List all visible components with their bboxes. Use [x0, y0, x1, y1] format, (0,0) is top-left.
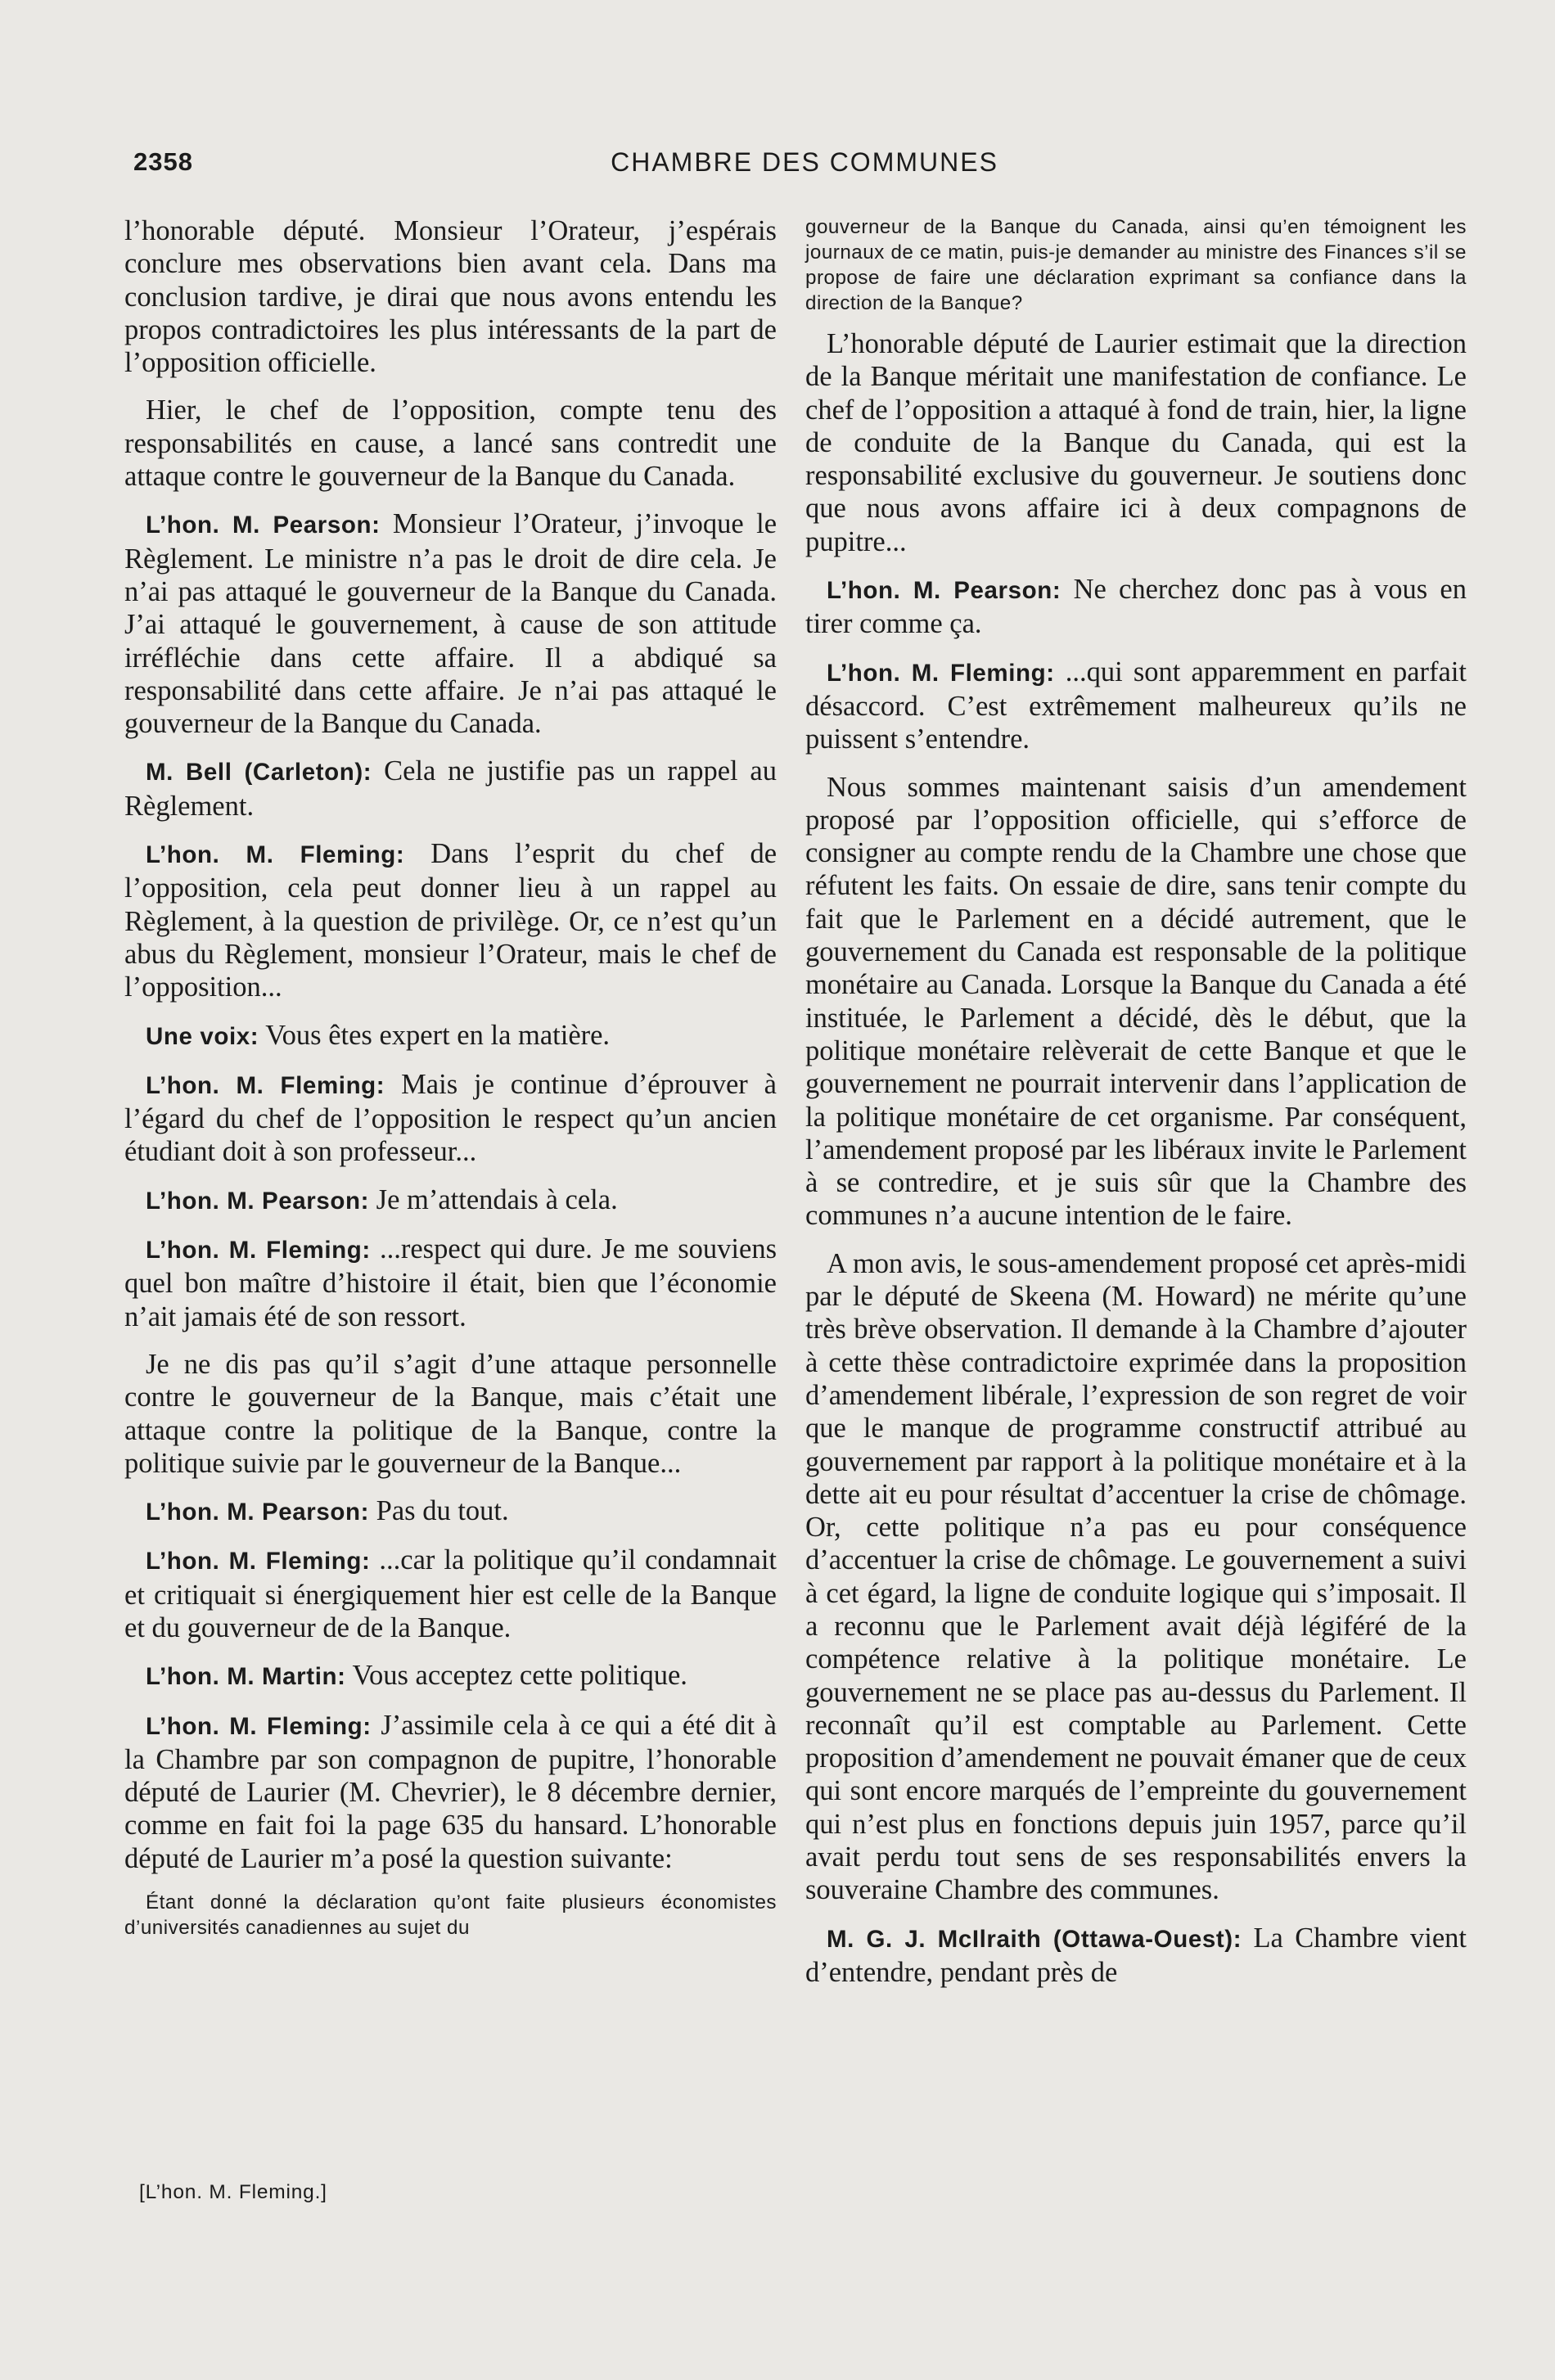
speaker-name: L’hon. M. Fleming: — [146, 1712, 372, 1740]
body-paragraph — [805, 327, 1467, 558]
speech-text: Vous acceptez cette politique. — [345, 1660, 687, 1692]
paragraph-text: Hier, le chef de l’opposition, compte tenu des responsabilités en cause, a lancé sans contredit une attaque contre le gouverneur de la Banque du Canada. — [124, 394, 777, 493]
quote-text: Étant donné la déclaration qu’ont faite plusieurs économistes d’universités canadiennes au sujet du — [124, 1891, 777, 1940]
speech-paragraph — [124, 837, 777, 1003]
speech-text: Cela ne justifie pas un rappel au Règlement. — [124, 755, 777, 822]
speech-text: J’assimile cela à ce qui a été dit à la Chambre par son compagnon de pupitre, l’honorable député de Laurier (M. Chevrier), le 8 décembre dernier, comme en fait foi la page 635 du hansard. L’honorable député de Laurier m’a posé la question suivante: — [124, 1709, 777, 1874]
speech-paragraph — [124, 755, 777, 823]
speech-paragraph — [124, 507, 777, 740]
speaker-name: L’hon. M. Martin: — [146, 1663, 346, 1691]
speech-paragraph — [124, 1068, 777, 1169]
speech-paragraph — [124, 1183, 777, 1218]
quote-text: gouverneur de la Banque du Canada, ainsi qu’en témoignent les journaux de ce matin, puis-je demander au ministre des Finances s’il se propose de faire une déclaration exprimant sa confiance dans la direction de la Banque? — [805, 216, 1467, 314]
quoted-question — [805, 214, 1467, 316]
speech-text: ...respect qui dure. Je me souviens quel bon maître d’histoire il était, bien que l’économie n’ait jamais été de son ressort. — [124, 1233, 777, 1332]
speech-paragraph — [124, 1019, 777, 1053]
body-paragraph — [124, 1348, 777, 1480]
body-paragraph — [805, 1247, 1467, 1907]
speaker-name: L’hon. M. Fleming: — [146, 1071, 385, 1099]
speaker-name: L’hon. M. Fleming: — [146, 841, 405, 869]
speaker-name: L’hon. M. Pearson: — [827, 577, 1061, 605]
speech-paragraph — [805, 1922, 1467, 1990]
speaker-name: L’hon. M. Pearson: — [146, 1187, 370, 1215]
speaker-name: M. Bell (Carleton): — [146, 759, 372, 787]
page-number: 2358 — [133, 147, 193, 176]
speaker-name: L’hon. M. Fleming: — [146, 1237, 371, 1264]
paragraph-text: l’honorable député. Monsieur l’Orateur, j’espérais conclure mes observations bien avant cela. Dans ma conclusion tardive, je dirai que nous avons entendu les propos contradictoires les plus intéressants de la part de l’opposition officielle. — [124, 215, 777, 379]
speaker-name: Une voix: — [146, 1022, 259, 1050]
speech-text: Monsieur l’Orateur, j’invoque le Règlement. Le ministre n’a pas le droit de dire cela. Je n’ai pas attaqué le gouverneur de la Banque du Canada. J’ai attaqué le gouvernement, à cause de son attitude irréfléchie dans cette affaire. Il a abdiqué sa responsabilité dans cette affaire. Je n’ai pas attaqué le gouverneur de la Banque du Canada. — [124, 508, 778, 740]
body-paragraph — [124, 394, 777, 493]
speech-text: Ne cherchez donc pas à vous en tirer comme ça. — [805, 574, 1467, 640]
speech-paragraph — [805, 573, 1467, 641]
speech-text: Je m’attendais à cela. — [369, 1183, 618, 1215]
right-column — [805, 214, 1467, 2004]
footer-speaker-note: [L’hon. M. Fleming.] — [139, 2181, 327, 2203]
speech-text: Vous êtes expert en la matière. — [259, 1019, 611, 1051]
speech-text: Mais je continue d’éprouver à l’égard du chef de l’opposition le respect qu’un ancien étudiant doit à son professeur... — [124, 1068, 777, 1168]
left-column — [124, 214, 777, 1952]
speaker-name: L’hon. M. Fleming: — [827, 659, 1055, 687]
paragraph-text: L’honorable député de Laurier estimait que la direction de la Banque méritait une manifestation de confiance. Le chef de l’opposition a attaqué à fond de train, hier, la ligne de conduite de la Banque du Canada, qui est la responsabilité exclusive du gouverneur. Je soutiens donc que nous avons affaire ici à deux compagnons de pupitre... — [805, 328, 1467, 557]
paragraph-text: Nous sommes maintenant saisis d’un amendement proposé par l’opposition officielle, qui s’efforce de consigner au compte rendu de la Chambre une chose que réfutent les faits. On essaie de dire, sans tenir compte du fait que le Parlement en a décidé autrement, que le gouvernement du Canada est responsable de la politique monétaire au Canada. Lorsque la Banque du Canada a été instituée, le Parlement a décidé, dès le début, que la politique monétaire relèverait de cette Banque et que le gouvernement ne pourrait intervenir dans l’application de la politique monétaire de cet organisme. Par conséquent, l’amendement proposé par les libéraux invite le Parlement à se contredire, et je suis sûr que la Chambre des communes n’a aucune intention de le faire. — [805, 771, 1467, 1232]
speech-paragraph — [805, 656, 1467, 756]
paragraph-text: Je ne dis pas qu’il s’agit d’une attaque personnelle contre le gouverneur de la Banque, mais c’était une attaque contre la politique de la Banque, contre la politique suivie par le gouverneur de la Banque... — [124, 1348, 777, 1479]
speaker-name: L’hon. M. Pearson: — [146, 512, 381, 539]
speech-text: Dans l’esprit du chef de l’opposition, cela peut donner lieu à un rappel au Règlement, à la question de privilège. Or, ce n’est qu’un abus du Règlement, monsieur l’Orateur, mais le chef de l’opposition... — [124, 838, 778, 1003]
speech-paragraph — [124, 1494, 777, 1529]
speech-paragraph — [124, 1709, 777, 1875]
body-paragraph — [805, 771, 1467, 1233]
paragraph-text: A mon avis, le sous-amendement proposé cet après-midi par le député de Skeena (M. Howard) ne mérite qu’une très brève observation. Il demande à la Chambre d’ajouter à cette thèse contradictoire exprimée dans la proposition d’amendement libérale, l’expression de son regret de voir que le manque de programme constructif attribué au gouvernement par rapport à la politique monétaire et à la dette ait eu pour résultat d’accentuer la crise de chômage. Or, cette politique n’a pas eu pour conséquence d’accentuer la crise de chômage. Le gouvernement a suivi à cet égard, la ligne de conduite logique qui s’imposait. Il a reconnu que le Parlement avait déjà légiféré de la compétence relative à la politique monétaire. Le gouvernement ne se place pas au-dessus du Parlement. Il reconnaît qu’il est comptable au Parlement. Cette proposition d’amendement ne pouvait émaner que de ceux qui sont encore marqués de l’empreinte du gouvernement qui n’est plus en fonctions depuis juin 1957, parce qu’il avait perdu tout sens de ses responsabilités envers la souveraine Chambre des communes. — [805, 1247, 1467, 1906]
running-head: CHAMBRE DES COMMUNES — [611, 147, 998, 177]
speech-text: La Chambre vient d’entendre, pendant près de — [805, 1922, 1467, 1988]
speech-text: ...car la politique qu’il condamnait et critiquait si énergiquement hier est celle de la Banque et du gouverneur de de la Banque. — [124, 1544, 777, 1643]
speaker-name: M. G. J. McIlraith (Ottawa-Ouest): — [827, 1925, 1242, 1953]
body-paragraph — [124, 214, 777, 379]
speaker-name: L’hon. M. Pearson: — [146, 1499, 370, 1526]
speech-paragraph — [124, 1659, 777, 1693]
speech-text: Pas du tout. — [369, 1495, 509, 1527]
speaker-name: L’hon. M. Fleming: — [146, 1548, 371, 1575]
speech-paragraph — [124, 1544, 777, 1644]
speech-paragraph — [124, 1233, 777, 1333]
page-header — [133, 147, 1476, 188]
speech-text: ...qui sont apparemment en parfait désaccord. C’est extrêmement malheureux qu’ils ne puissent s’entendre. — [805, 656, 1467, 755]
quoted-question — [124, 1890, 777, 1941]
